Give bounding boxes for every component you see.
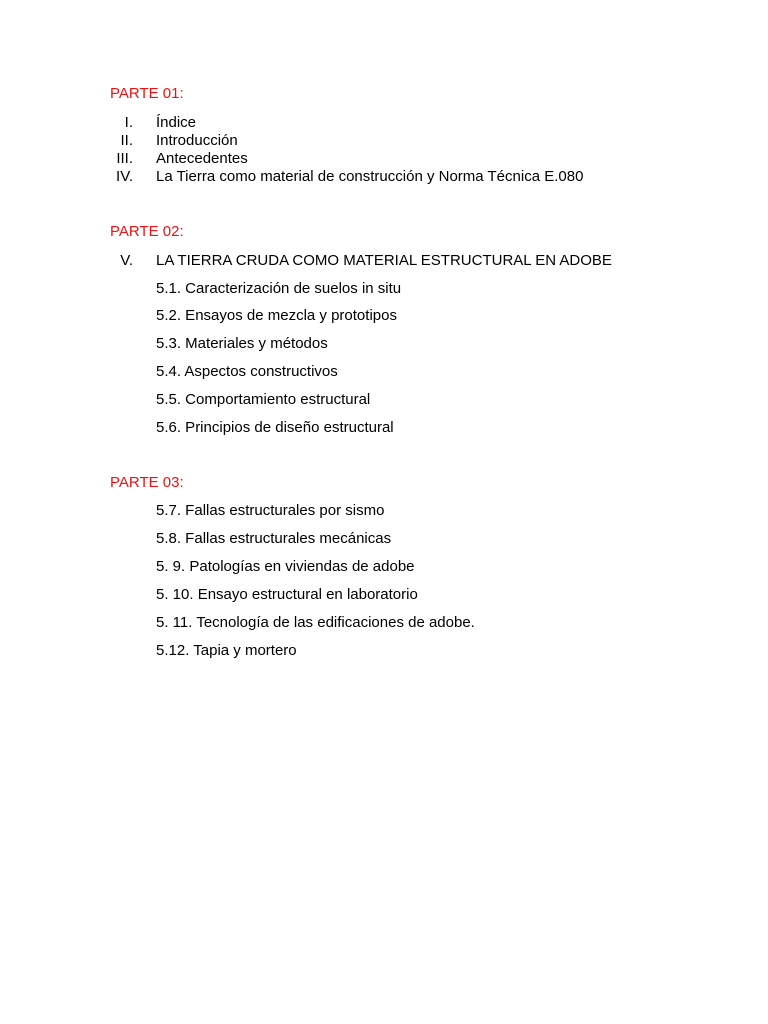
toc-subitem: 5. 11. Tecnología de las edificaciones de adobe. (156, 614, 475, 631)
toc-subitem: 5. 10. Ensayo estructural en laboratorio (156, 586, 418, 603)
parte-03-heading: PARTE 03: (110, 474, 184, 491)
toc-subitem: 5.2. Ensayos de mezcla y prototipos (156, 307, 397, 324)
toc-item-label: Introducción (156, 132, 238, 149)
toc-item-number: I. (124, 114, 133, 131)
toc-item-number: V. (120, 252, 133, 269)
toc-item-label: Antecedentes (156, 150, 248, 167)
toc-subitem: 5.5. Comportamiento estructural (156, 391, 371, 408)
toc-item-iii (0, 150, 700, 168)
toc-chapter-v (0, 252, 700, 270)
toc-subitem: 5.6. Principios de diseño estructural (156, 419, 394, 436)
toc-subitem: 5. 9. Patologías en viviendas de adobe (156, 558, 415, 575)
toc-item-iv (0, 168, 700, 186)
parte-01-heading: PARTE 01: (110, 85, 184, 102)
toc-item-i (0, 114, 700, 132)
toc-subitem: 5.7. Fallas estructurales por sismo (156, 502, 385, 519)
toc-item-number: IV. (116, 168, 133, 185)
toc-subitem: 5.3. Materiales y métodos (156, 335, 328, 352)
parte-02-heading: PARTE 02: (110, 223, 184, 240)
toc-subitem: 5.12. Tapia y mortero (156, 642, 297, 659)
toc-item-number: II. (120, 132, 133, 149)
toc-subitem: 5.4. Aspectos constructivos (156, 363, 338, 380)
toc-item-label: LA TIERRA CRUDA COMO MATERIAL ESTRUCTURAL EN ADOBE (156, 252, 612, 269)
toc-item-label: Índice (156, 114, 197, 131)
toc-item-label: La Tierra como material de construcción y Norma Técnica E.080 (156, 168, 584, 185)
toc-item-ii (0, 132, 700, 150)
toc-item-number: III. (116, 150, 133, 167)
toc-subitem: 5.8. Fallas estructurales mecánicas (156, 530, 392, 547)
toc-subitem: 5.1. Caracterización de suelos in situ (156, 280, 402, 297)
